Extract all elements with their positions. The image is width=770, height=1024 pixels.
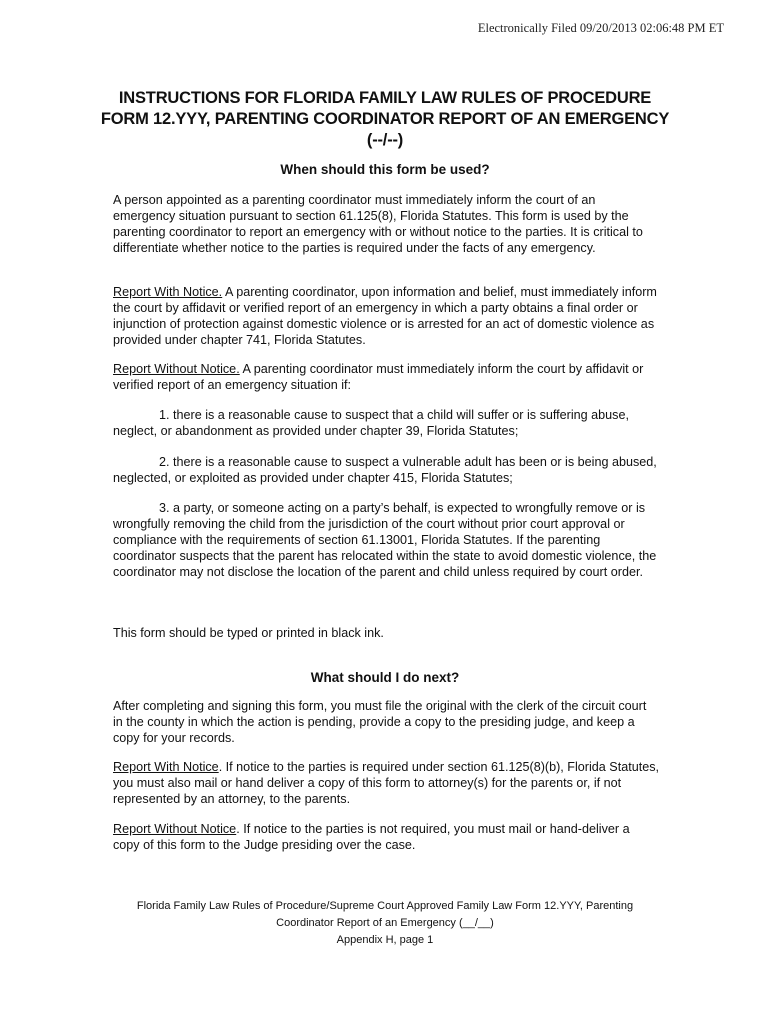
list-item: 2. there is a reasonable cause to suspect a vulnerable adult has been or is being abused, neglected, or exploited as provided under chapter 415, Florida Statutes; (113, 455, 657, 485)
report-with-notice-text: A parenting coordinator, upon information and belief, must immediately inform the court by affidavit or verified report of an emergency in which a party obtains a final order or injunction of protection against domestic violence or is arrested for an act of domestic violence as provided under chapter 741, Florida Statutes. (113, 285, 657, 347)
footer-line: Coordinator Report of an Emergency (__/__) (276, 917, 494, 929)
page-title: INSTRUCTIONS FOR FLORIDA FAMILY LAW RULES OF PROCEDURE FORM 12.YYY, PARENTING COORDINATOR REPORT OF AN EMERGENCY (--/--) (100, 89, 670, 149)
electronic-filing-stamp: Electronically Filed 09/20/2013 02:06:48 PM ET (477, 21, 724, 35)
report-with-notice-paragraph (113, 284, 659, 348)
next-without-notice-paragraph (113, 821, 659, 853)
list-item: 1. there is a reasonable cause to suspect that a child will suffer or is suffering abuse, neglect, or abandonment as provided under chapter 39, Florida Statutes; (113, 408, 629, 438)
page-footer (100, 898, 670, 949)
report-with-notice-label: Report With Notice. (113, 285, 223, 299)
report-without-notice-text: A parenting coordinator must immediately inform the court by affidavit or verified report of an emergency situation if: (113, 362, 644, 392)
next-with-notice-label: Report With Notice (113, 760, 219, 774)
report-without-notice-label: Report Without Notice. (113, 362, 240, 376)
footer-line: Florida Family Law Rules of Procedure/Supreme Court Approved Family Law Form 12.YYY, Parenting (136, 900, 634, 912)
next-without-notice-label: Report Without Notice (113, 822, 237, 836)
list-item: 3. a party, or someone acting on a party’s behalf, is expected to wrongfully remove or is wrongfully removing the child from the jurisdiction of the court without prior court approval or compliance with the requirements of section 61.13001, Florida Statutes. If the parenting coordinator suspects that the parent has relocated within the state to avoid domestic violence, the coordinator may not disclose the location of the parent and child unless required by court order. (113, 501, 657, 579)
ink-note: This form should be typed or printed in black ink. (113, 626, 384, 640)
section-heading-when: When should this form be used? (280, 162, 490, 177)
next-without-notice-text: . If notice to the parties is not required, you must mail or hand-deliver a copy of this form to the Judge presiding over the case. (113, 822, 630, 852)
report-without-notice-paragraph (113, 361, 659, 393)
next-with-notice-text: . If notice to the parties is required under section 61.125(8)(b), Florida Statutes, you must also mail or hand deliver a copy of this form to attorney(s) for the parents or, if not represented by an attorney, to the parents. (113, 760, 660, 806)
section-heading-next: What should I do next? (310, 670, 460, 685)
footer-page-number: Appendix H, page 1 (336, 934, 434, 946)
intro-paragraph: A person appointed as a parenting coordinator must immediately inform the court of an emergency situation pursuant to section 61.125(8), Florida Statutes. This form is used by the parenting coordinator to report an emergency with or without notice to the parties. It is critical to differentiate whether notice to the parties is required under the facts of any emergency. (113, 193, 643, 255)
next-steps-paragraph: After completing and signing this form, you must file the original with the clerk of the circuit court in the county in which the action is pending, provide a copy to the presiding judge, and keep a copy for your records. (113, 699, 647, 745)
next-with-notice-paragraph (113, 759, 659, 807)
